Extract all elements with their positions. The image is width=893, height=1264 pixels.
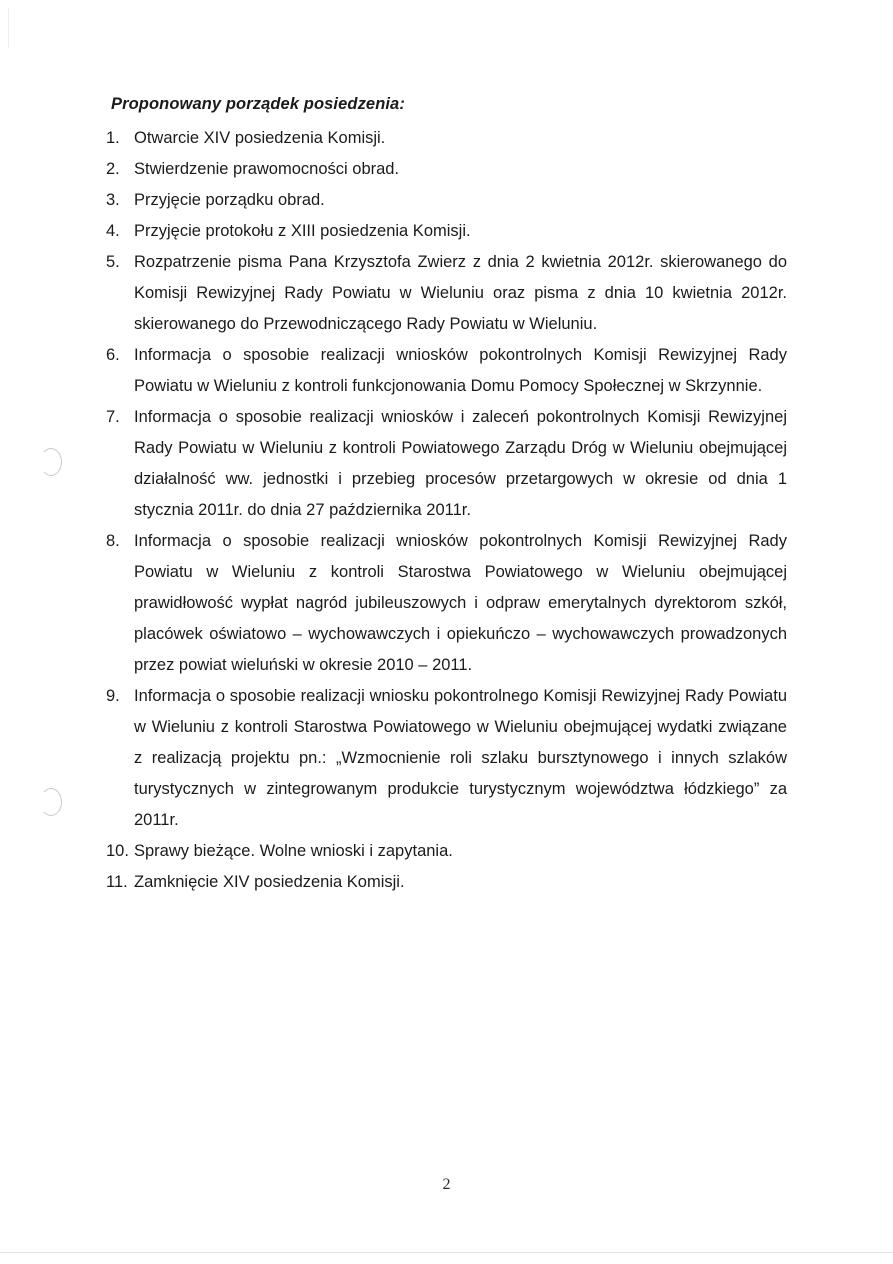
agenda-item-text: Przyjęcie protokołu z XIII posiedzenia Komisji. — [134, 222, 471, 240]
punch-hole-mark — [40, 448, 62, 476]
agenda-item — [106, 185, 787, 216]
agenda-item-number: 10. — [106, 842, 129, 860]
scan-edge-mark — [8, 8, 9, 48]
agenda-item-text: Stwierdzenie prawomocności obrad. — [134, 160, 400, 178]
agenda-item-text: Informacja o sposobie realizacji wniosków pokontrolnych Komisji Rewizyjnej Rady Powiatu w Wieluniu z kontroli funkcjonowania Domu Pomocy Społecznej w Skrzynnie. — [134, 346, 787, 395]
agenda-item-number: 8. — [106, 532, 120, 550]
page-number: 2 — [442, 1176, 451, 1193]
agenda-list — [106, 123, 787, 898]
agenda-item-text: Informacja o sposobie realizacji wniosków pokontrolnych Komisji Rewizyjnej Rady Powiatu w Wieluniu z kontroli Starostwa Powiatowego w Wieluniu obejmującej prawidłowość wypłat nagród jubileuszowych i odpraw emerytalnych dyrektorom szkół, placówek oświatowo – wychowawczych i opiekuńczo – wychowawczych prowadzonych przez powiat wieluński w okresie 2010 – 2011. — [134, 532, 787, 674]
agenda-item-number: 11. — [106, 873, 128, 891]
agenda-item — [106, 836, 787, 867]
agenda-item-text: Informacja o sposobie realizacji wniosków i zaleceń pokontrolnych Komisji Rewizyjnej Rady Powiatu w Wieluniu z kontroli Powiatowego Zarządu Dróg w Wieluniu obejmującej działalność ww. jednostki i przebieg procesów przetargowych w okresie od dnia 1 stycznia 2011r. do dnia 27 października 2011r. — [134, 408, 787, 519]
agenda-item-number: 1. — [106, 129, 120, 147]
scan-bottom-edge — [0, 1252, 893, 1253]
agenda-item — [106, 867, 787, 898]
agenda-heading: Proponowany porządek posiedzenia: — [111, 95, 405, 113]
agenda-item-number: 6. — [106, 346, 120, 364]
agenda-item — [106, 247, 787, 340]
agenda-item-text: Informacja o sposobie realizacji wniosku pokontrolnego Komisji Rewizyjnej Rady Powiatu w Wieluniu z kontroli Starostwa Powiatowego w Wieluniu obejmującej wydatki związane z realizacją projektu pn.: „Wzmocnienie roli szlaku bursztynowego i innych szlaków turystycznych w zintegrowanym produkcie turystycznym województwa łódzkiego” za 2011r. — [134, 687, 787, 829]
agenda-item — [106, 526, 787, 681]
agenda-item-number: 7. — [106, 408, 120, 426]
agenda-item-text: Przyjęcie porządku obrad. — [134, 191, 325, 209]
agenda-item-number: 3. — [106, 191, 120, 209]
agenda-item-text: Rozpatrzenie pisma Pana Krzysztofa Zwierz z dnia 2 kwietnia 2012r. skierowanego do Komisji Rewizyjnej Rady Powiatu w Wieluniu oraz pisma z dnia 10 kwietnia 2012r. skierowanego do Przewodniczącego Rady Powiatu w Wieluniu. — [134, 253, 787, 333]
agenda-item-text: Otwarcie XIV posiedzenia Komisji. — [134, 129, 386, 147]
agenda-item — [106, 123, 787, 154]
agenda-item — [106, 402, 787, 526]
agenda-item — [106, 340, 787, 402]
agenda-item-text: Sprawy bieżące. Wolne wnioski i zapytania. — [134, 842, 453, 860]
agenda-item — [106, 216, 787, 247]
agenda-item-number: 9. — [106, 687, 120, 705]
agenda-item-number: 4. — [106, 222, 120, 240]
punch-hole-mark — [40, 788, 62, 816]
agenda-item-number: 5. — [106, 253, 120, 271]
agenda-item — [106, 154, 787, 185]
agenda-item-number: 2. — [106, 160, 120, 178]
agenda-item-text: Zamknięcie XIV posiedzenia Komisji. — [134, 873, 405, 891]
agenda-item — [106, 681, 787, 836]
